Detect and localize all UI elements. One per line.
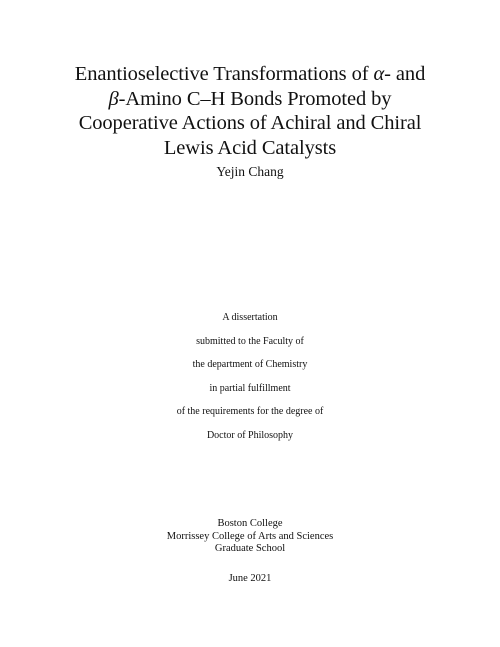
institution-line: Morrissey College of Arts and Sciences <box>166 530 334 542</box>
submission-date: June 2021 <box>228 573 272 584</box>
title-line-1-text: Enantioselective Transformations of <box>74 63 374 85</box>
author-name: Yejin Chang <box>216 164 284 179</box>
institution-block <box>0 518 500 556</box>
title-line-4: Lewis Acid Catalysts <box>163 136 337 159</box>
dissertation-statement <box>0 311 500 453</box>
statement-line: in partial fulfillment <box>209 382 291 394</box>
institution-line: Graduate School <box>214 543 286 554</box>
dissertation-title <box>40 62 460 160</box>
title-line-1 <box>40 62 460 87</box>
statement-line: Doctor of Philosophy <box>206 429 294 441</box>
alpha-symbol: α <box>373 63 385 85</box>
statement-line: submitted to the Faculty of <box>196 335 304 347</box>
statement-line: of the requirements for the degree of <box>176 406 324 418</box>
beta-symbol: β <box>108 87 119 110</box>
statement-line: the department of Chemistry <box>192 359 308 371</box>
title-line-2-text: -Amino C–H Bonds Promoted by <box>118 87 392 110</box>
title-line-2 <box>40 87 460 112</box>
statement-line: A dissertation <box>222 312 278 323</box>
title-line-1-tail: - and <box>384 63 426 85</box>
title-line-3: Cooperative Actions of Achiral and Chiral <box>78 112 422 134</box>
institution-line: Boston College <box>217 518 283 529</box>
